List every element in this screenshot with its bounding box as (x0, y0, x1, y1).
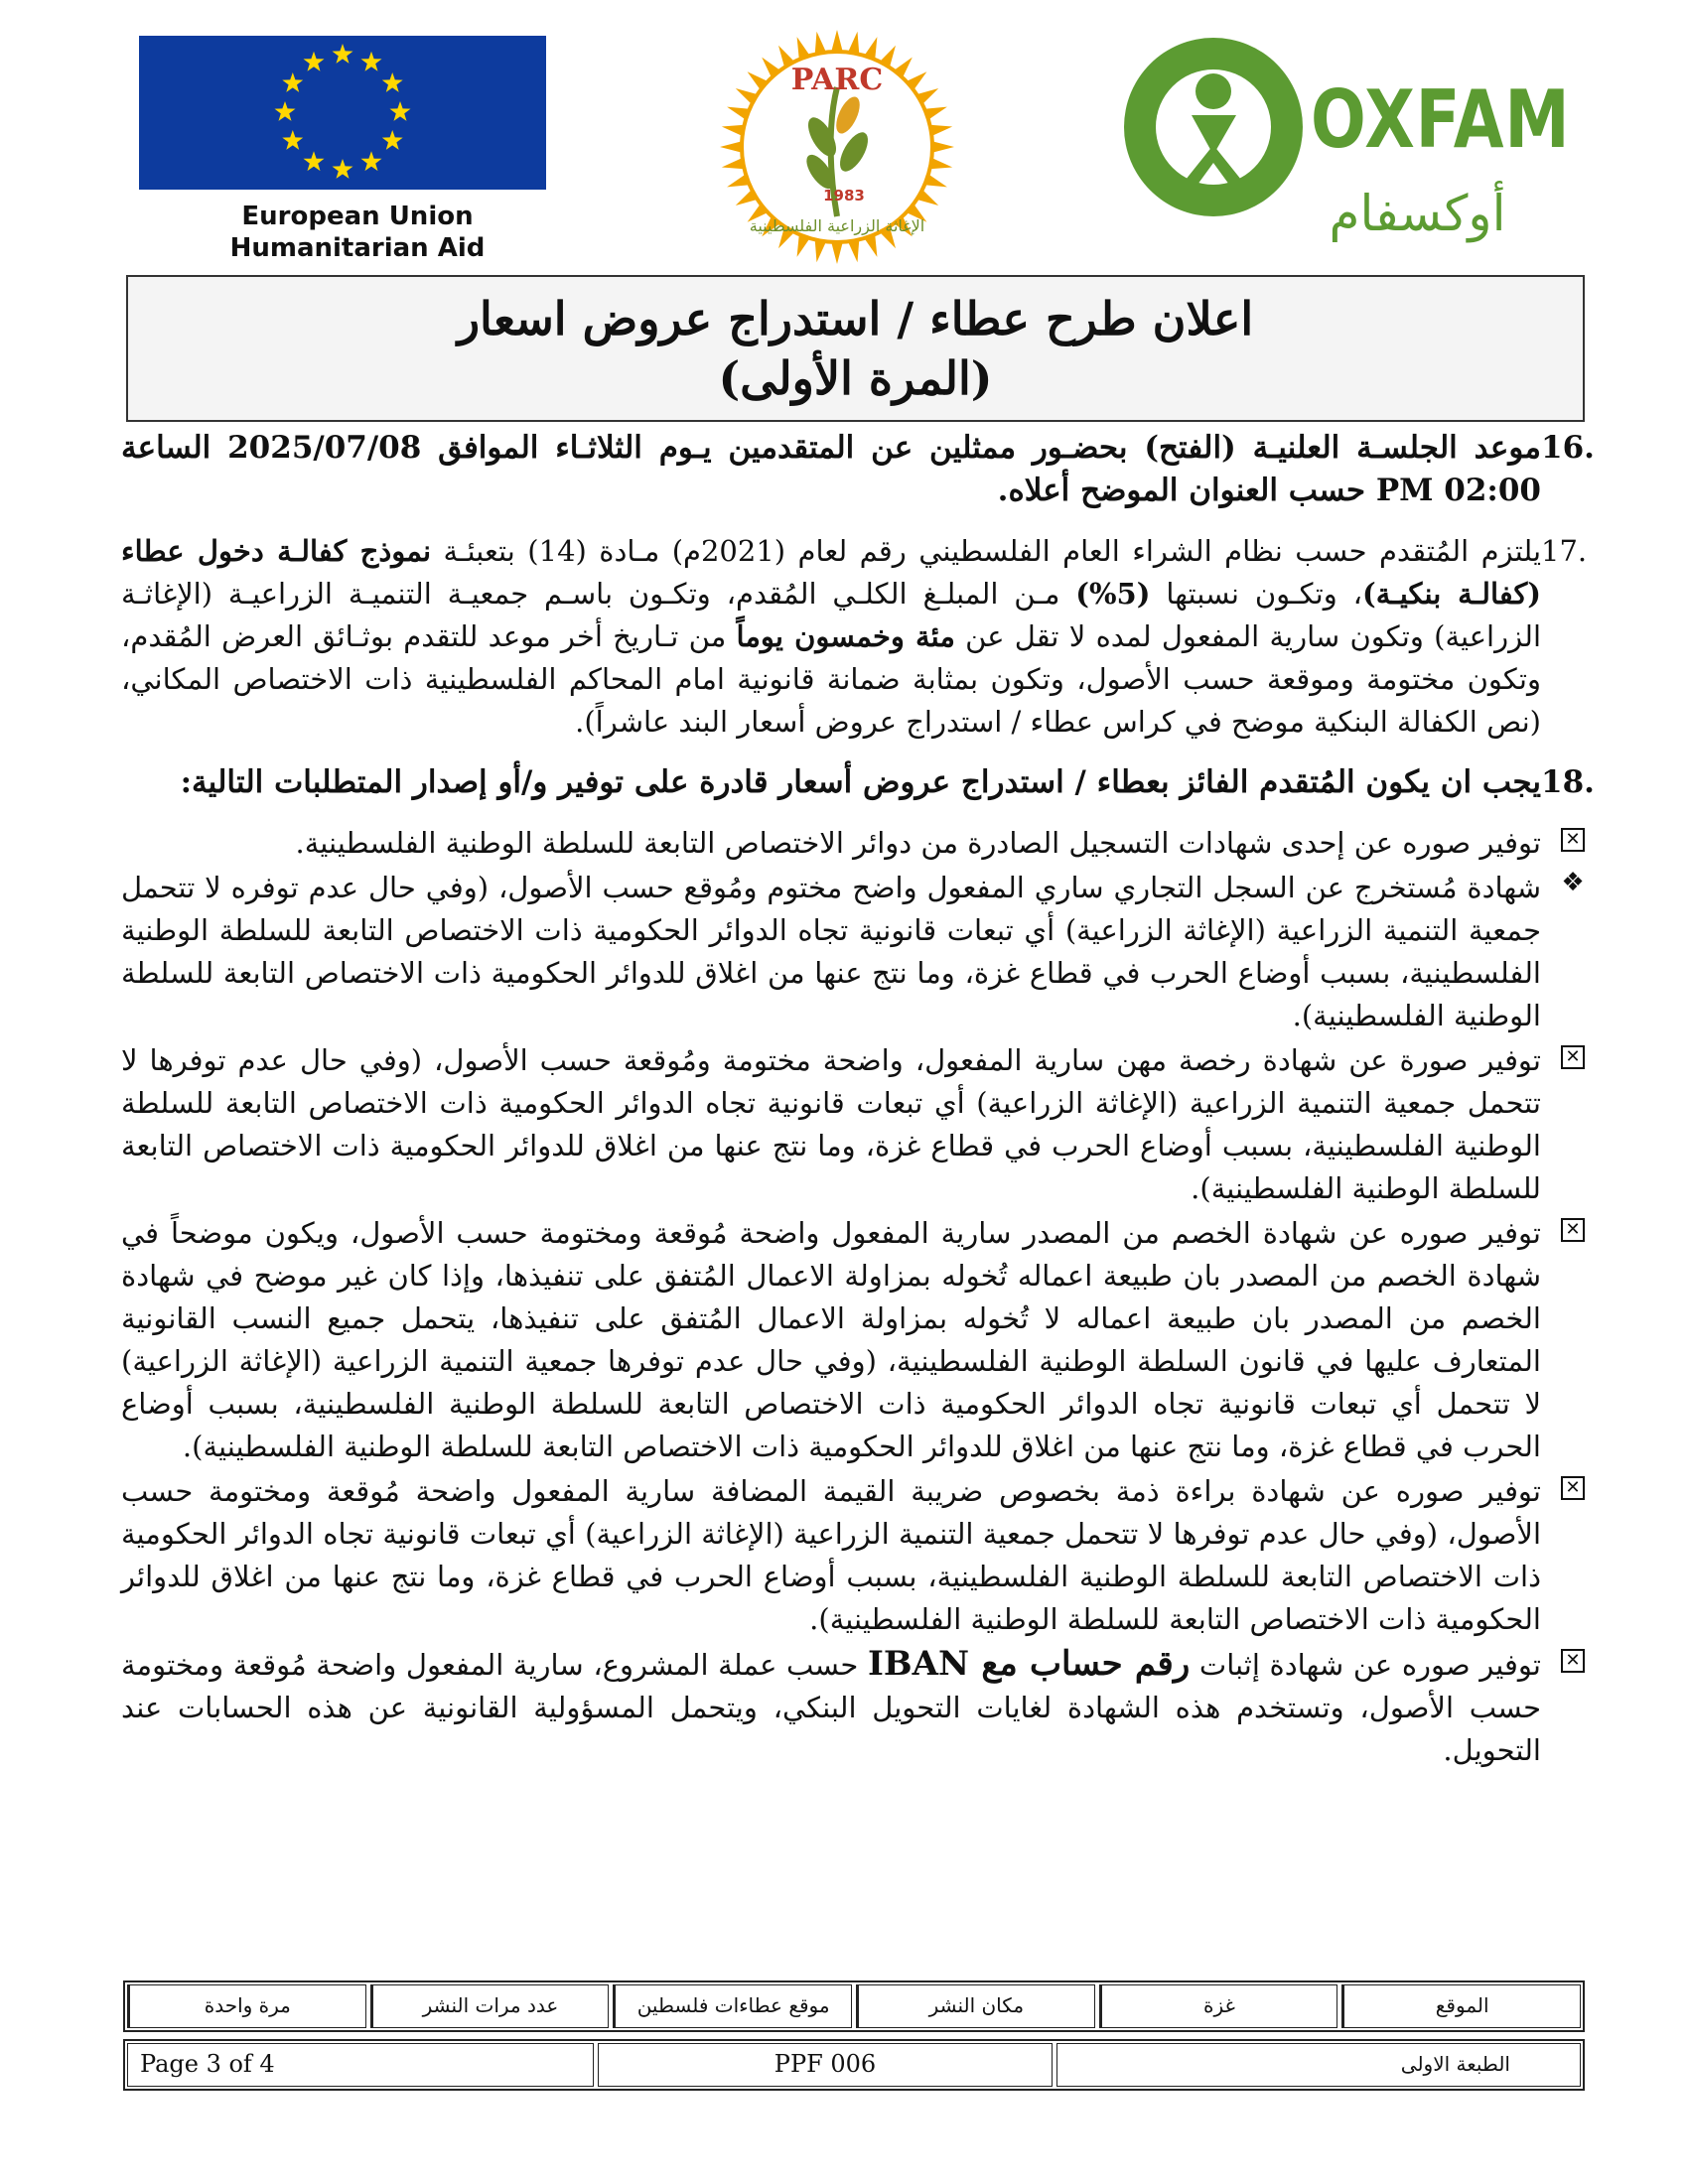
parc-arabic-name: الإغاثة الزراعية الفلسطينية (749, 216, 925, 235)
document-code: PPF 006 (599, 2044, 1052, 2086)
parc-year: 1983 (823, 187, 865, 205)
requirement-text: توفير صوره عن إحدى شهادات التسجيل الصادرة من دوائر الاختصاص التابعة للسلطة الوطنية الفلسطينية. (295, 826, 1541, 860)
clause-number: 16. (1541, 430, 1595, 466)
announcement-title-box (126, 275, 1585, 422)
requirement-commercial-register (121, 867, 1585, 1037)
eu-star (282, 72, 303, 92)
announcement-subtitle: (المرة الأولى) (718, 351, 993, 405)
eu-flag (139, 36, 546, 190)
eu-star (382, 72, 403, 92)
eu-star (361, 52, 382, 71)
iban-emphasis: رقم حساب مع IBAN (867, 1644, 1191, 1684)
footer-cell-publish-count-label: عدد مرات النشر (371, 1985, 609, 2027)
page-footer-table (123, 2039, 1585, 2091)
clause-18 (121, 761, 1595, 804)
clause-text: موعد الجلسـة العلنيـة (الفتح) بحضـور ممثلين عن المتقدمين يـوم الثلاثـاء الموافق 2025/07/08 الساعة 02:00 PM حسب العنوان الموضح أعلاه. (121, 430, 1541, 508)
clause-number: 18. (1541, 764, 1595, 800)
tender-conditions (121, 427, 1595, 1774)
announcement-title: اعلان طرح عطاء / استدراج عروض اسعار (457, 292, 1254, 345)
eu-star (275, 101, 296, 121)
eu-star (333, 44, 353, 64)
diamond-bullet-icon: ❖ (1561, 868, 1585, 897)
checkbox-x-icon: ✕ (1561, 1649, 1585, 1673)
checkbox-x-icon: ✕ (1561, 828, 1585, 852)
requirement-text-part: حسب عملة المشروع، سارية المفعول واضحة مُوقعة ومختومة حسب الأصول، وتستخدم هذه الشهادة لغايات التحويل البنكي، ويتحمل المسؤولية القانونية عن هذه الحسابات عند التحويل. (121, 1648, 1541, 1767)
bid-bond-form-emphasis: نموذج كفالـة دخول عطاء (كفالـة بنكيـة) (121, 534, 1541, 611)
checkbox-x-icon: ✕ (1561, 1218, 1585, 1242)
eu-star (390, 101, 411, 121)
eu-star (304, 151, 325, 171)
requirement-vat-clearance (121, 1470, 1581, 1641)
page-number: Page 3 of 4 (128, 2044, 593, 2086)
requirement-withholding-tax (121, 1212, 1581, 1468)
requirement-text: شهادة مُستخرج عن السجل التجاري ساري المفعول واضح مختوم ومُوقع حسب الأصول، (وفي حال عدم توفره لا تتحمل جمعية التنمية الزراعية (الإغاثة الزراعية) أي تبعات قانونية تجاه الدوائر الحكومية ذات الاختصاص التابعة للسلطة الوطنية الفلسطينية، بسبب أوضاع الحرب في قطاع غزة، وما نتج عنها من اغلاق للدوائر الحكومية ذات الاختصاص التابعة للسلطة الوطنية الفلسطينية). (121, 871, 1541, 1032)
eu-caption-line2: Humanitarian Aid (229, 233, 486, 263)
oxfam-arabic-wordmark: أوكسفام (1329, 185, 1506, 242)
oxfam-wordmark: OXFAM (1311, 73, 1571, 166)
checkbox-x-icon: ✕ (1561, 1045, 1585, 1069)
eu-star (333, 159, 353, 179)
clause-text-part: ، وتكـون نسبتها (1150, 577, 1362, 611)
clause-16 (121, 427, 1595, 512)
requirement-text: توفير صورة عن شهادة رخصة مهن سارية المفعول، واضحة مختومة ومُوقعة حسب الأصول، (وفي حال عدم توفرها لا تتحمل جمعية التنمية الزراعية (الإغاثة الزراعية) أي تبعات قانونية تجاه الدوائر الحكومية ذات الاختصاص التابعة للسلطة الوطنية الفلسطينية، بسبب أوضاع الحرب في قطاع غزة، وما نتج عنها من اغلاق للدوائر الحكومية ذات الاختصاص التابعة للسلطة الوطنية الفلسطينية). (121, 1043, 1541, 1205)
footer-cell-publish-place-value: موقع عطاءات فلسطين (614, 1985, 851, 2027)
edition-label: الطبعة الاولى (1057, 2044, 1580, 2086)
eu-star (382, 130, 403, 150)
footer-cell-publish-count-value: مرة واحدة (128, 1985, 365, 2027)
footer-cell-location-value: غزة (1100, 1985, 1337, 2027)
clause-17 (121, 530, 1588, 744)
eu-star (282, 130, 303, 150)
eu-star (304, 52, 325, 71)
eu-caption-line1: European Union (241, 202, 474, 231)
validity-period-emphasis: مئة وخمسون يوماً (736, 619, 955, 653)
clause-number: 17. (1541, 534, 1588, 568)
parc-logo (624, 28, 1051, 266)
footer-cell-location-label: الموقع (1342, 1985, 1580, 2027)
requirement-text: توفير صوره عن شهادة الخصم من المصدر سارية المفعول واضحة مُوقعة ومختومة حسب الأصول، ويكون موضحاً في شهادة الخصم من المصدر بان طبيعة اعماله تُخوله بمزاولة الاعمال المُتفق على تنفيذها، وإذا كان غير موضح في شهادة الخصم من المصدر بان طبيعة اعماله لا تُخوله بمزاولة الاعمال المُتفق على تنفيذها، يتحمل جميع النسب القانونية المتعارف عليها في قانون السلطة الوطنية الفلسطينية، (وفي حال عدم توفرها جمعية التنمية الزراعية (الإغاثة الزراعية) لا تتحمل أي تبعات قانونية تجاه الدوائر الحكومية ذات الاختصاص التابعة للسلطة الوطنية الفلسطينية، بسبب أوضاع الحرب في قطاع غزة، وما نتج عنها من اغلاق للدوائر الحكومية ذات الاختصاص التابعة للسلطة الوطنية الفلسطينية). (121, 1216, 1541, 1463)
publication-info-table (123, 1980, 1585, 2032)
bond-percentage: (5%) (1075, 577, 1151, 611)
parc-emblem (624, 28, 1051, 266)
eu-humanitarian-aid-logo (139, 36, 556, 264)
footer-cell-publish-place-label: مكان النشر (857, 1985, 1094, 2027)
clause-text: يجب ان يكون المُتقدم الفائز بعطاء / استدراج عروض أسعار قادرة على توفير و/أو إصدار المتطلبات التالية: (180, 764, 1541, 800)
checkbox-x-icon: ✕ (1561, 1476, 1585, 1500)
parc-sun-ray (932, 141, 954, 153)
eu-stars-icon (139, 36, 546, 190)
requirement-registration-certificate (121, 822, 1581, 865)
clause-text-part: يلتزم المُتقدم حسب نظام الشراء العام الفلسطيني رقم لعام (2021م) مـادة (14) بتعبئـة (431, 534, 1542, 568)
requirement-text: توفير صوره عن شهادة براءة ذمة بخصوص ضريبة القيمة المضافة سارية المفعول واضحة مُوقعة ومختومة حسب الأصول، (وفي حال عدم توفرها لا تتحمل جمعية التنمية الزراعية (الإغاثة الزراعية) أي تبعات قانونية تجاه الدوائر الحكومية ذات الاختصاص التابعة للسلطة الوطنية الفلسطينية، بسبب أوضاع الحرب في قطاع غزة، وما نتج عنها من اغلاق للدوائر الحكومية ذات الاختصاص التابعة للسلطة الوطنية الفلسطينية). (121, 1474, 1541, 1636)
parc-acronym: PARC (790, 63, 884, 97)
clause-text-part: من تـاريخ أخر موعد للتقدم بوثـائق العرض المُقدم، وتكون مختومة وموقعة حسب الأصول، وتكون بمثابة ضمانة قانونية امام المحاكم الفلسطينية ذات الاختصاص المكاني، (نص الكفالة البنكية موضح في كراس عطاء / استدراج عروض أسعار البند عاشراً). (121, 619, 1541, 739)
requirement-bank-account (121, 1643, 1581, 1772)
requirement-profession-license (121, 1039, 1581, 1210)
oxfam-logo (1122, 36, 1571, 264)
parc-sun-ray (831, 242, 843, 264)
oxfam-emblem-icon (1122, 36, 1306, 219)
eu-caption (149, 201, 566, 264)
clause-text-part: مـن المبلـغ الكلـي المُقدم، وتكـون باسـم جمعيـة التنميـة الزراعيـة (الإغاثـة الزراعية) وتكون سارية المفعول لمده لا تقل عن (121, 577, 1542, 653)
eu-star (361, 151, 382, 171)
parc-sun-ray (831, 30, 843, 52)
requirement-text-part: توفير صوره عن شهادة إثبات (1190, 1648, 1541, 1682)
parc-sun-ray (720, 141, 742, 153)
